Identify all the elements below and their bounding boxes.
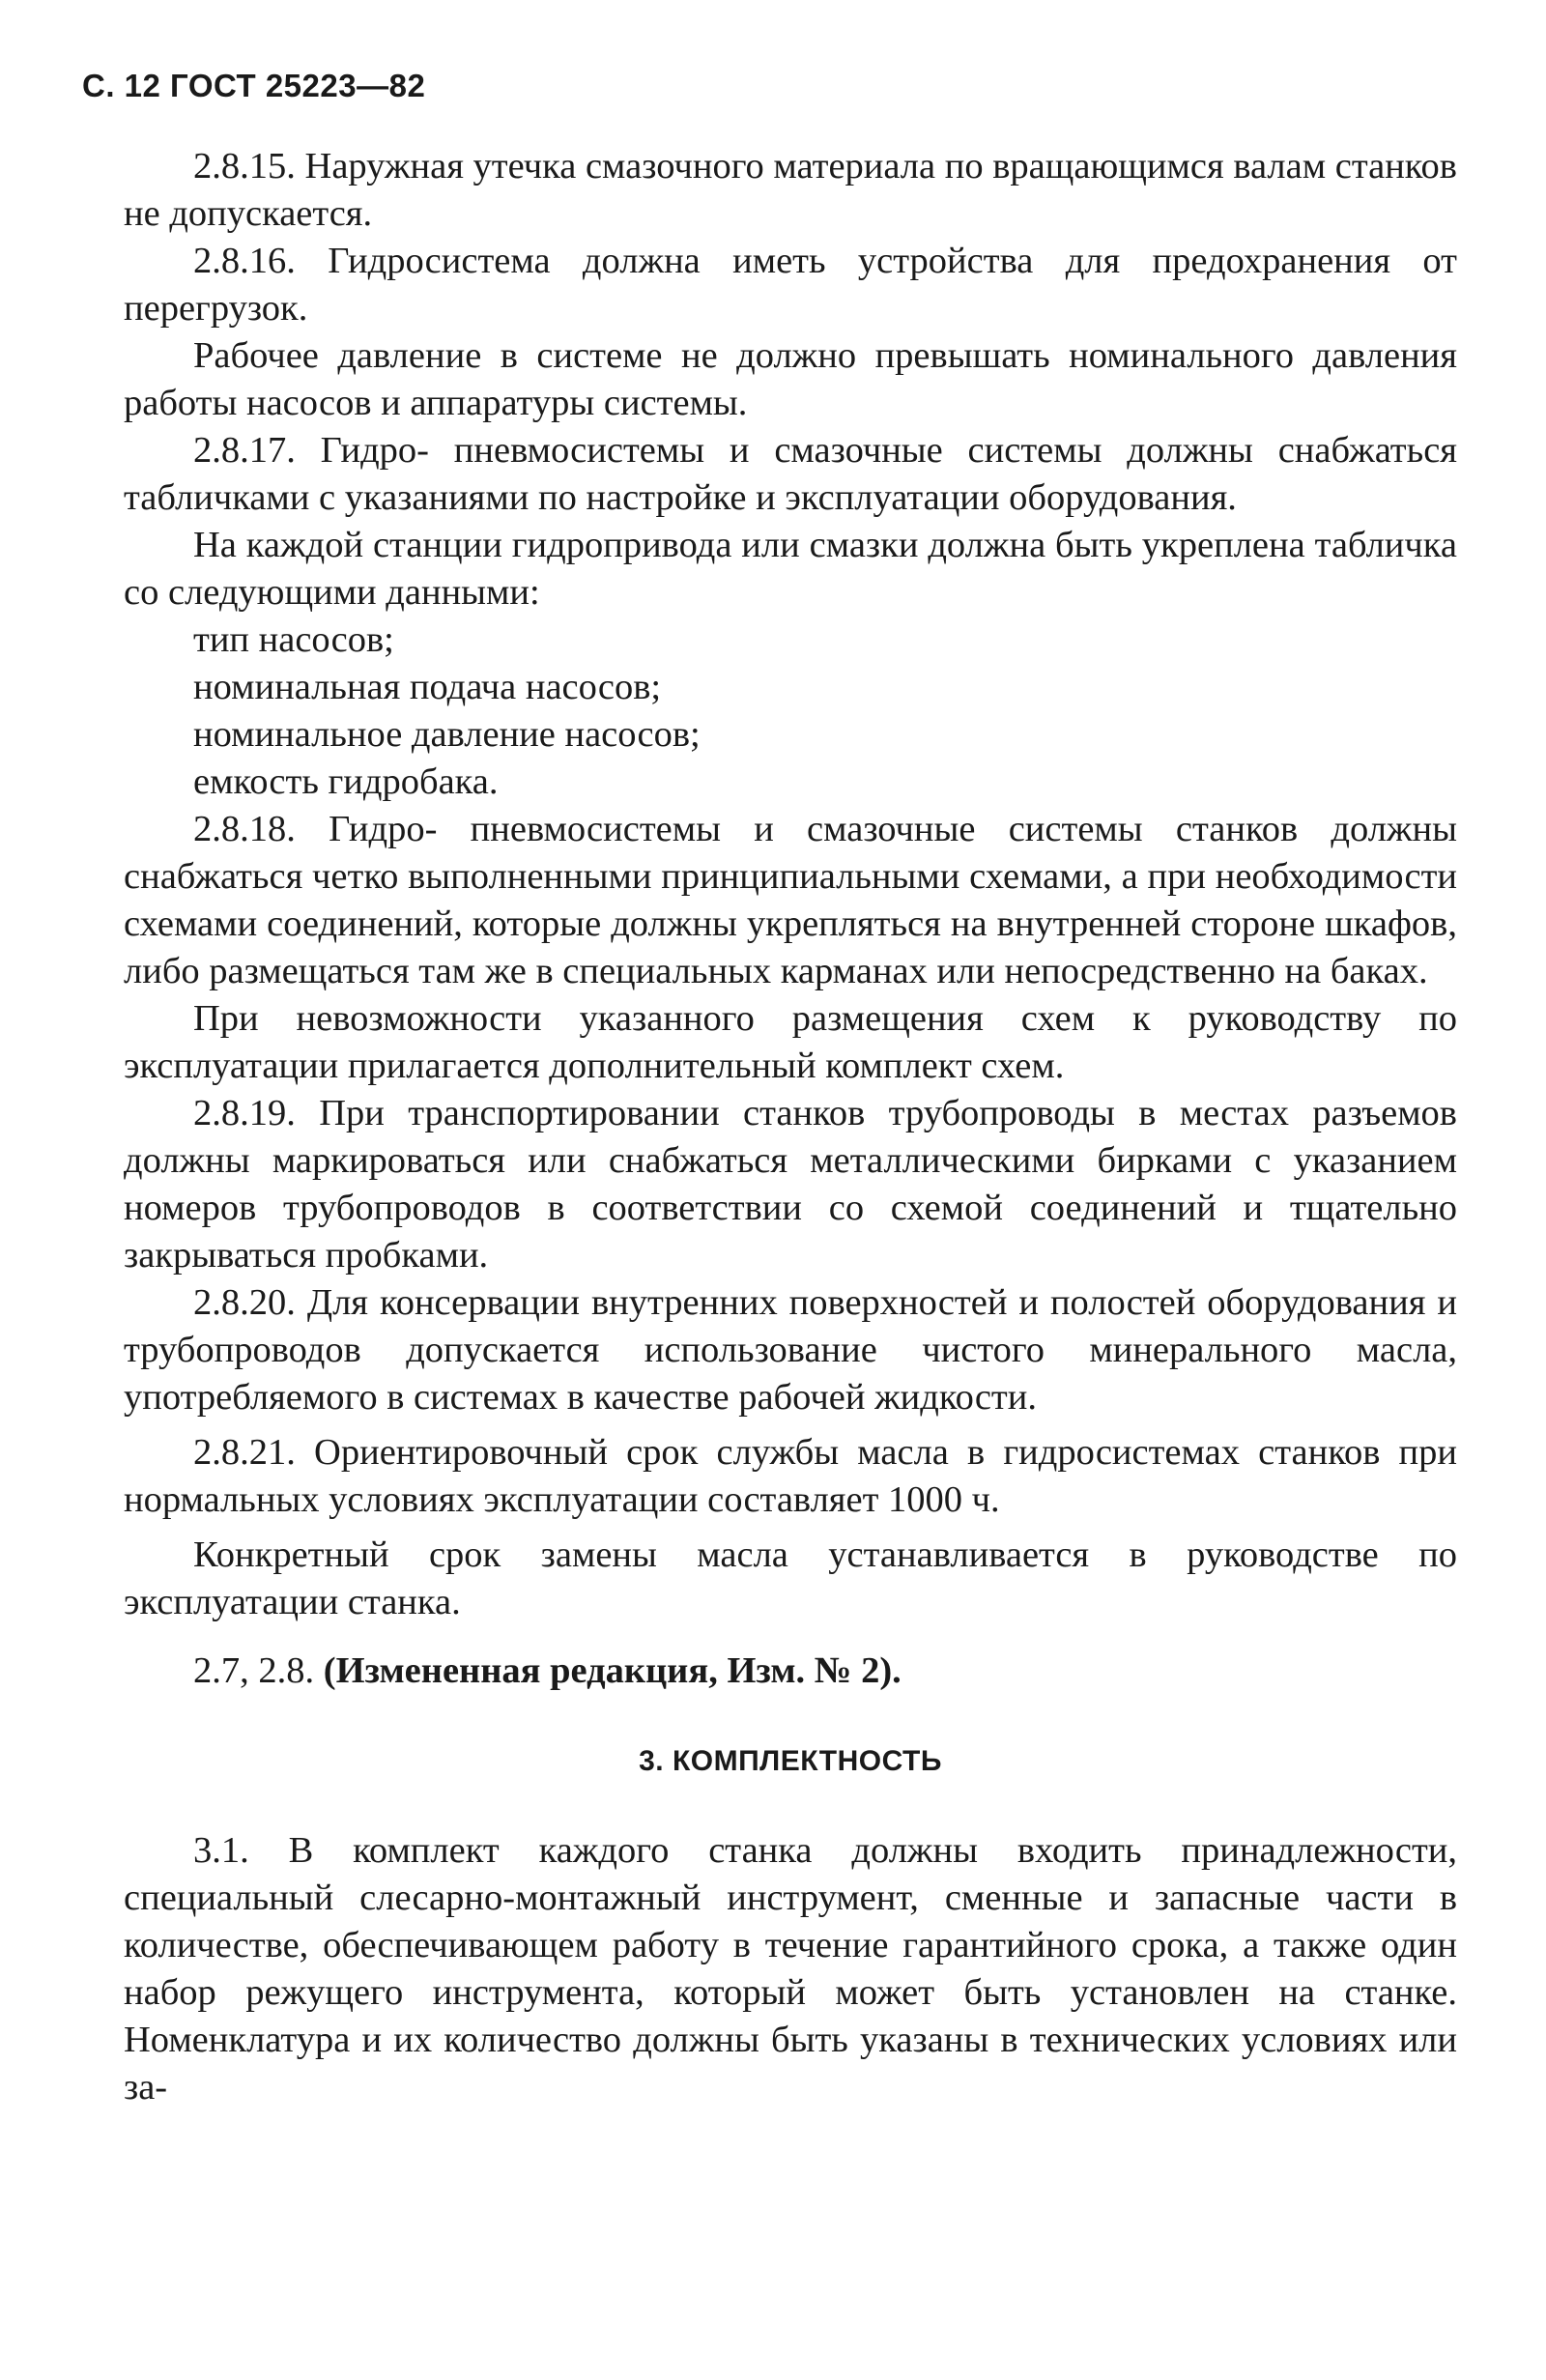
paragraph-2-8-17: 2.8.17. Гидро- пневмосистемы и смазочные системы должны снабжаться табличками с указаниями по настройке и эксплуатации оборудования.	[124, 430, 1457, 518]
list-item: номинальное давление насосов;	[193, 714, 701, 755]
document-body	[124, 143, 1457, 2111]
paragraph-oil-replacement: Конкретный срок замены масла устанавливается в руководстве по эксплуатации станка.	[124, 1534, 1457, 1622]
paragraph-3-1: 3.1. В комплект каждого станка должны входить принадлежности, специальный слесарно-монтажный инструмент, сменные и запасные части в количестве, обеспечивающем работу в течение гарантийного срока, а также один набор режущего инструмента, который может быть установлен на станке. Номенклатура и их количество должны быть указаны в технических условиях или за-	[124, 1830, 1457, 2108]
page-header: С. 12 ГОСТ 25223—82	[82, 68, 426, 103]
paragraph-working-pressure: Рабочее давление в системе не должно превышать номинального давления работы насосов и аппаратуры системы.	[124, 335, 1457, 423]
paragraph-station-plate: На каждой станции гидропривода или смазки должна быть укреплена табличка со следующими данными:	[124, 525, 1457, 613]
list-item: емкость гидробака.	[193, 761, 499, 802]
paragraph-2-8-21: 2.8.21. Ориентировочный срок службы масла в гидросистемах станков при нормальных условиях эксплуатации составляет 1000 ч.	[124, 1432, 1457, 1520]
amendment-text: (Измененная редакция, Изм. № 2).	[323, 1650, 902, 1691]
list-item: тип насосов;	[193, 619, 394, 660]
paragraph-schemes-manual: При невозможности указанного размещения схем к руководству по эксплуатации прилагается дополнительный комплект схем.	[124, 998, 1457, 1086]
paragraph-2-8-18: 2.8.18. Гидро- пневмосистемы и смазочные системы станков должны снабжаться четко выполненными принципиальными схемами, а при необходимости схемами соединений, которые должны укрепляться на внутренней стороне шкафов, либо размещаться там же в специальных карманах или непосредственно на баках.	[124, 809, 1457, 991]
section-title: 3. КОМПЛЕКТНОСТЬ	[639, 1745, 942, 1777]
amendment-prefix: 2.7, 2.8.	[193, 1650, 324, 1691]
list-item: номинальная подача насосов;	[193, 667, 662, 707]
paragraph-2-8-19: 2.8.19. При транспортировании станков трубопроводы в местах разъемов должны маркироваться или снабжаться металлическими бирками с указанием номеров трубопроводов в соответствии со схемой соединений и тщательно закрываться пробками.	[124, 1093, 1457, 1276]
paragraph-2-8-20: 2.8.20. Для консервации внутренних поверхностей и полостей оборудования и трубопроводов допускается использование чистого минерального масла, употребляемого в системах в качестве рабочей жидкости.	[124, 1282, 1457, 1418]
amendment-note	[124, 1648, 1457, 1695]
paragraph-2-8-16: 2.8.16. Гидросистема должна иметь устройства для предохранения от перегрузок.	[124, 241, 1457, 329]
paragraph-2-8-15: 2.8.15. Наружная утечка смазочного материала по вращающимся валам станков не допускается.	[124, 146, 1457, 234]
